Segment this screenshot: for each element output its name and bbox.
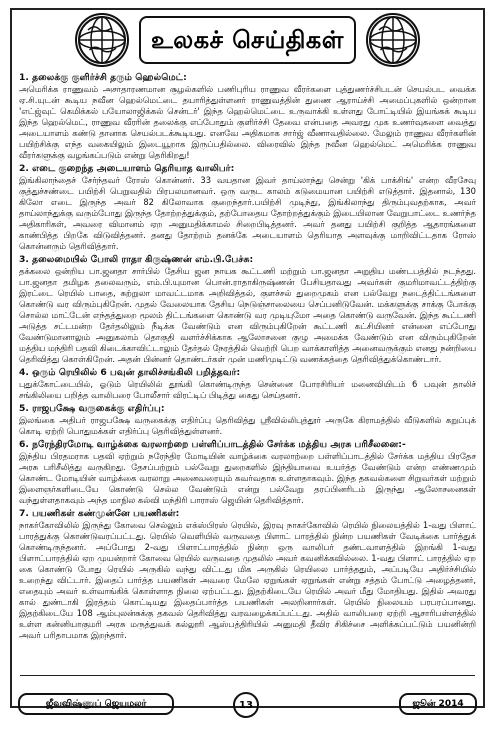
news-item [19, 163, 476, 252]
footer-rule [20, 675, 475, 676]
news-content [19, 72, 476, 652]
news-heading: 2. எடை குறைந்த அடையாளம் தெரியாத வாலிபர்: [19, 163, 235, 174]
news-heading: 1. தலைக்கு குளிர்ச்சி தரும் ஹெல்மெட்: [19, 72, 187, 83]
section-title [139, 16, 356, 64]
news-heading: 4. ஒரும் ரெயிலில் 6 பவுன் தாலிச்சங்கிலி பறித்தவர்: [19, 367, 241, 378]
news-body: இலங்கை அதிபர் ராஜபக்ஷே வருகைக்கு எதிர்ப்பு தெரிவித்து ஸ்ரீவில்லிபுத்தூர் அருகே கிராமத்தில் வீடுகளில் கறுப்புக் கொடி ஏற்றி பொதுமக்கள் எதிர்ப்பு தெரிவித்துள்ளனர். [19, 415, 476, 436]
globe-icon [366, 13, 420, 67]
page-footer [18, 692, 477, 714]
news-heading: 7. பயணிகள் கண்முன்னே பயணிகள்: [19, 508, 180, 519]
news-heading: 5. ராஜபக்ஷே வருகைக்கு எதிர்ப்பு: [19, 403, 165, 414]
news-heading: 3. தலைமையில் போலி ராதா கிருஷ்ணன் எம்.பி.பேச்சு: [19, 254, 254, 265]
page-header [0, 8, 495, 72]
news-body: தக்கலை ஒன்றிய பா.ஜனதா சார்பில் தேசிய ஜன நாயக கூட்டணி மற்றும் பா.ஜனதா அறுதிய மண்டபத்தில் நடந்தது. பா.ஜனதா தமிழக தலைவரும், எம்.பி.யுமான பொன்.ராதாகிருஷ்ணன் பேசியதாவது அவர்கள் குமரிமாவட்டத்திற்கு இரட்டை ரெயில் பாதை, சுற்றுலா மாவட்டமாக அறிவித்தல், குளச்சல் துறைமுகம் என பல்வேறு நடைத்திட்டங்களை கொண்டு வர விரும்புகிறேன். முதல் வேலையாக தேசிய நெடுஞ்சாலையை செப்பனிடுவேன். மக்களுக்கு சாக்கு போக்கு சொல்ல மாட்டேன் எந்தத்துறை மூலம் திட்டங்களை கொண்டு வர முடியுமோ அதை கொண்டு வருவேன். இந்த கூட்டணி அடுத்த சட்டமன்ற தேர்தலிலும் நீடிக்க வேண்டும் என விரும்புகிறேன் கூட்டணி கட்சியினர் என்னை எப்போது வேண்டுமானாலும் அனுகலாம் தொகுதி வளர்ச்சிக்காக ஆலோசனை குழு அமைக்க வேண்டும் என விரும்புகிறேன் மத்திய மந்திரி பதவி கிடைக்காவிட்டாலும் தேர்தல் நேரத்தில் வெற்றி பெற வாக்காளித்த அனைவருக்கும் எனது நன்றியை தெரிவித்து கொள்கிறேன். அதன் பின்னர் தொண்டர்கள் முன் மணிமுடிட்டு வணக்கத்தை தெரிவித்துக்கொண்டார். [19, 266, 476, 364]
news-item [19, 72, 476, 161]
news-item [19, 254, 476, 365]
news-body: அமெரிக்க ராணுவம் அசாதாரணமான சூழல்களில் பணிபுரிய ராணுவ வீரர்களை புத்துணர்ச்சிபடன் செயல்பட வைக்க ஏ.சி.யுடன் கூடிய நவீன ஹெல்மெட்டை தயாரித்துள்ளனர் ராணுவத்தின் துணை ஆராய்ச்சி அமைப்புகளில் ஒன்றான 'எட்ஜ்வுட் கெமிக்கல் பயோலாஜிக்கல் சென்டர்' இந்த ஹெல்மெட்டை உருவாக்கி உள்ளது போட்டியில் இயங்கக் கூடிய இந்த ஹெல்மெட், ராணுவ வீரரின் தலைக்கு எப்போதும் குளிர்ச்சி தேவை என்பதை அவரது முக உணர்வுகளை வைத்து அடையாளம் கண்டு தானாக செயல்படக்கூடியது. எனவே அதிகமாக சார்ஜ் வீணாவதில்லை. மேலும் ராணுவ வீரர்களின் பயிற்சிக்கு எந்த வகையிலும் இடையூறாக இருப்பதில்லை. விரைவில் இந்த நவீன ஹெல்மெட் அமெரிக்க ராணுவ வீரர்களுக்கு வழங்கப்படும் என்று தெரிகிறது! [19, 84, 476, 160]
footer-page-number: 13 [233, 692, 259, 718]
news-body: இந்திய பிரதமராக பதவி ஏற்றும் நரேந்திர மோடியின் வாழ்க்கை வரலாற்றை பள்ளிப்பாடத்தில் சேர்க்க மத்திய பிரதேச அரசு பரிசீலித்து வருகிறது. தேசப்பற்றும் பல்வேறு துறைகளில் இந்தியாவை உயர்த்த வேண்டும் என்ற எண்ணமும் கொண்ட மோடியின் வாழ்க்கை வரலாறு அனைவரையும் கவர்வதாக உள்ளதாகவும். இந்த தகவல்களை சிறுவர்கள் மற்றும் இளைஞர்களிடையே கொண்டு செல்ல வேண்டும் என்று பல்வேறு தரப்பினரிடம் இருந்து ஆலோசனைகள் வந்துள்ளதாகவும் அந்த மாநில கல்வி மந்திரி பாராஸ் ஜெயின் தெரிவித்தார். [19, 451, 476, 505]
news-item [19, 508, 476, 641]
news-item [19, 403, 476, 437]
globe-icon [75, 13, 129, 67]
news-body: இங்கிலாந்தைச் சேர்ந்தவர் ரோஸ் கொன்னர். 33 வயதான இவர் தாய்லாந்து சென்று 'கிக் பாக்சிங்' என்ற வீரசேவு குத்துச்சண்டை பயிற்சி பெறுவதில் பிரபலமானவர். ஒரு வருட காலம் கடுமையான பயிற்சி எடுத்தார். இதனால், 130 கிலோ எடை இருந்த அவர் 82 கிலோவாக குறைந்தார்.பயிற்சி முடிந்து, இங்கிலாந்து திரும்புவதற்காக, அவர் தாய்லாந்துக்கு வரும்போது இருந்த தோற்றத்துக்கும், தற்போதைய தோற்றத்துக்கும் இடையிலான வேறுபாட்டை உணர்ந்த அதிகாரிகள், அவரை விமானம் ஏற அனுமதிக்காமல் சிறைபிடித்தனர். அவர் தனது பயிற்சி குறித்த ஆதாரங்களை காண்பித்த பிறகே விடுவித்தனர். தனது தோற்றம் தனக்கே அடையாளம் தெரியாத அளவுக்கு மாறிவிட்டதாக ரோஸ் கொன்னரும் தெரிவித்தார். [19, 175, 476, 251]
news-body: நாகர்கோவிலில் இருந்து கோவை செல்லும் எக்ஸ்பிரஸ் ரெயில், இரவு நாகர்கோவில் ரெயில் நிலையத்தில் 1-வது பிளாட் பாரத்துக்கு கொண்டுவரப்பட்டது. ரெயில் வெளியில் வருவதை பிளாட் பாரத்தில் நின்ற பயணிகள் வேடிக்கை பார்த்துக் கொண்டிருந்தனர். அப்போது 2-வது பிளாட்பாரத்தில் நின்ற ஒரு வாலிபர் தண்டவாளத்தில் இறங்கி 1-வது பிளாட்பாரத்தில் ஏற முயன்றார் கோவை ரெயில் வருவதை முதலில் அவர் கவனிக்கவில்லை. 1-வது பிளாட் பாரத்தில் ஏற கை கொண்டு போது ரெயில் அருகில் வந்து விட்டது மிக அருகில் ரெயிலை பார்த்ததும், அப்படியே அதிர்ச்சியில் உறைந்து விட்டார். இதைப் பார்த்த பயணிகள் அவரை மேலே ஏறுங்கள் ஏறுங்கள் என்று சத்தம் போட்டு அழைத்தனர், எதையும் அவர் உள்வாங்கிக் கொள்ளாத நிலை ஏற்பட்டது. இதற்கிடையே ரெயில் அவர் மீது மோதியது. இதில் அவரது கால் துண்டாகி இரத்தம் கொட்டியது இதைப்பார்த்த பயணிகள் அலறினார்கள். ரெயில் நிலையம் பரபரப்பானது. இதற்கிடையே 108 ஆம்புலன்சுக்கு தகவல் தெரிவித்து வரவழைக்கப்பட்டது. அதில் வாலிபரை ஏற்றி ஆசாரிபள்ளத்தில் உள்ள கன்னியாகுமரி அரசு மருத்துவக் கல்லூரி ஆஸ்பத்திரியில் அனுமதி தீவிர சிகிச்சை அளிக்கப்பட்டும் பயனின்றி அவர் பரிதாபமாக இறந்தார். [19, 520, 476, 640]
footer-publication-name: ஜீவவிஷ்ணுப் ஜெயமலர் [18, 693, 174, 715]
news-heading: 6. நரேந்திரமோடி வாழ்க்கை வரலாற்றை பள்ளிப்பாடத்தில் சேர்க்க மத்திய அரசு பரிசீலனை:- [19, 439, 406, 450]
news-body: புதுக்கோட்டையில், ஓடும் ரெயிலில் தூங்கி கொண்டிருந்த சென்னை போரசிரியர் மனைவியிடம் 6 பவுன் தாலிச் சங்கிலியை பறித்த வாலிபரை போலீசார் விரட்டிப் பிடித்து கைது செய்தனர். [19, 379, 476, 400]
section-title-text: உலகச் செய்திகள் [151, 26, 344, 54]
news-item [19, 367, 476, 401]
news-item [19, 439, 476, 506]
footer-date: ஜூன் 2014 [399, 693, 477, 715]
